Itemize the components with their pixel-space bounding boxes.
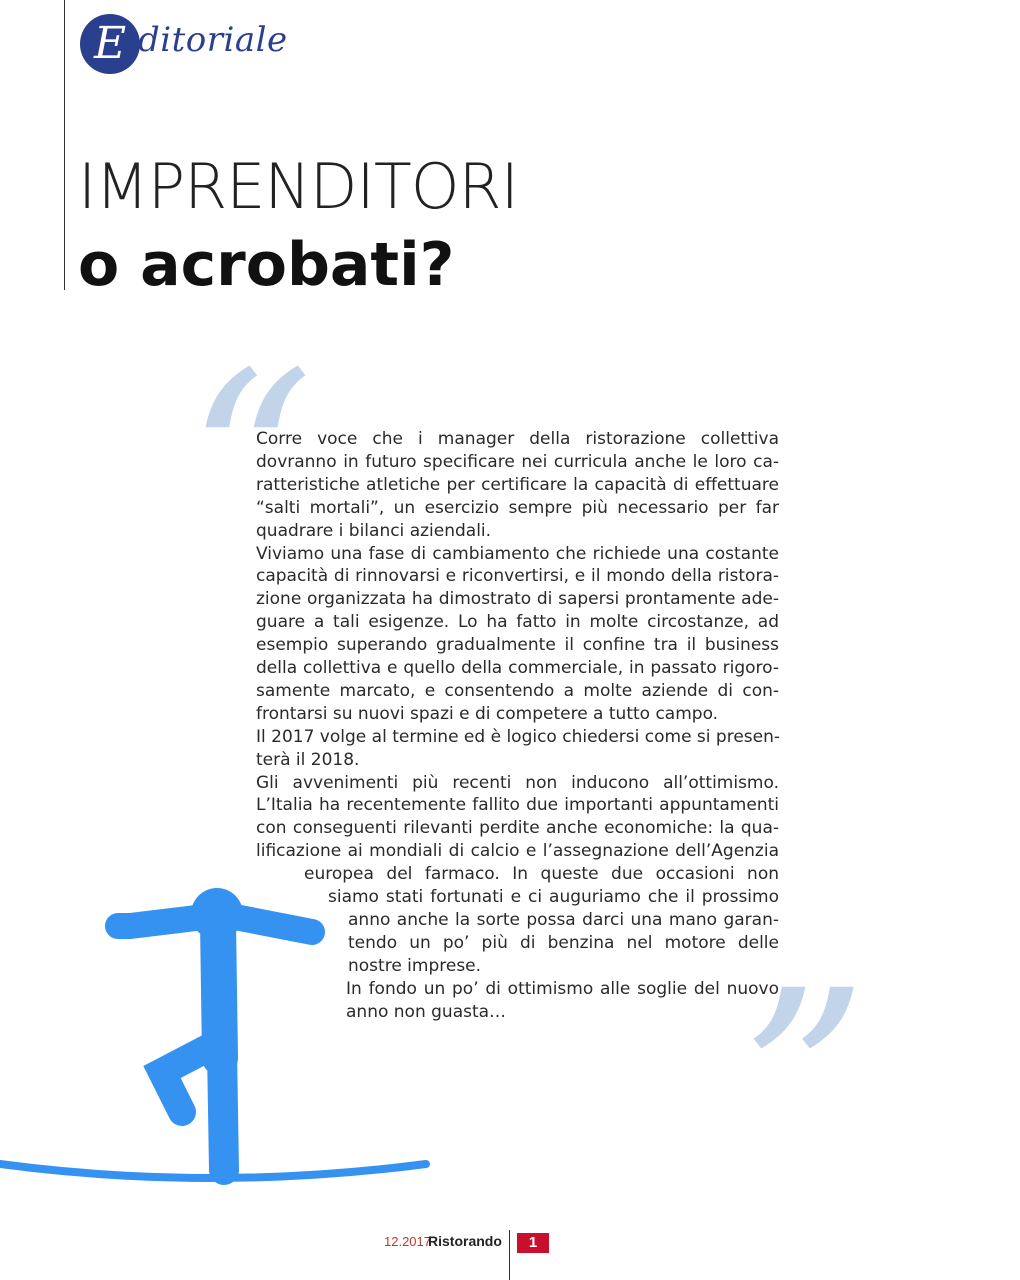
article-line: capacità di rinnovarsi e riconvertirsi, e il mondo della ristora-	[256, 566, 779, 587]
figure-arm-left	[118, 918, 196, 926]
article-line: esempio superando gradualmente il confine tra il business	[256, 635, 779, 656]
headline-line-1: IMPRENDITORI	[78, 150, 518, 223]
article-line: della collettiva e quello della commerciale, in passato rigoro-	[256, 658, 779, 678]
article-line: In fondo un po’ di ottimismo alle soglie del nuovo	[346, 978, 779, 999]
article-line: con conseguenti rilevanti perdite anche economiche: la qua-	[256, 818, 779, 839]
article-line: anno non guasta…	[346, 1001, 507, 1022]
article-line: Gli avvenimenti più recenti non inducono all’ottimismo.	[256, 772, 779, 793]
article-line: anno anche la sorte possa darci una mano garan-	[348, 909, 779, 930]
page-number: 1	[517, 1233, 549, 1253]
headline-line-2: o acrobati?	[78, 230, 455, 300]
article-line: europea del farmaco. In queste due occasioni non	[304, 864, 779, 885]
figure-leg-standing	[222, 1050, 224, 1170]
left-rule	[64, 0, 65, 290]
magazine-name: Ristorando	[428, 1233, 502, 1249]
article-line: guare a tali esigenze. Lo ha fatto in molte circostanze, ad	[256, 612, 779, 633]
figure-head	[191, 888, 243, 940]
section-label: ditoriale	[138, 20, 288, 60]
article-line: tendo un po’ più di benzina nel motore delle	[348, 932, 779, 953]
article-line: Il 2017 volge al termine ed è logico chiedersi come si presen-	[256, 726, 781, 747]
article-line: lificazione ai mondiali di calcio e l’assegnazione dell’Agenzia	[256, 841, 779, 862]
section-initial: E	[93, 18, 127, 69]
issue-date: 12.2017	[384, 1234, 431, 1249]
article-line: terà il 2018.	[256, 749, 360, 770]
article-line: ratteristiche atletiche per certificare la capacità di effettuare	[256, 474, 779, 495]
article-line: Corre voce che i manager della ristorazione collettiva	[256, 429, 779, 449]
article-line: “salti mortali”, un esercizio sempre più necessario per far	[256, 497, 779, 518]
article-line: samente marcato, e consentendo a molte aziende di con-	[256, 680, 779, 701]
figure-arm-right	[240, 918, 312, 932]
article-line: L’Italia ha recentemente fallito due importanti appuntamenti	[256, 795, 779, 816]
figure-leg-bent	[162, 1048, 208, 1112]
article-line: frontarsi su nuovi spazi e di competere a tutto campo.	[256, 703, 719, 724]
open-quote-mark: “	[186, 319, 314, 610]
article-line: nostre imprese.	[348, 955, 482, 976]
section-badge	[80, 14, 140, 74]
article-line: quadrare i bilanci aziendali.	[256, 520, 492, 541]
article-line: siamo stati fortunati e ci auguriamo che il prossimo	[328, 887, 779, 907]
close-quote-mark: ”	[740, 937, 868, 1228]
article-line: dovranno in futuro specificare nei curricula anche le loro ca-	[256, 451, 779, 472]
footer-divider	[509, 1230, 510, 1280]
article-line: Viviamo una fase di cambiamento che richiede una costante	[256, 543, 779, 564]
article-line: zione organizzata ha dimostrato di sapersi prontamente ade-	[256, 589, 779, 610]
